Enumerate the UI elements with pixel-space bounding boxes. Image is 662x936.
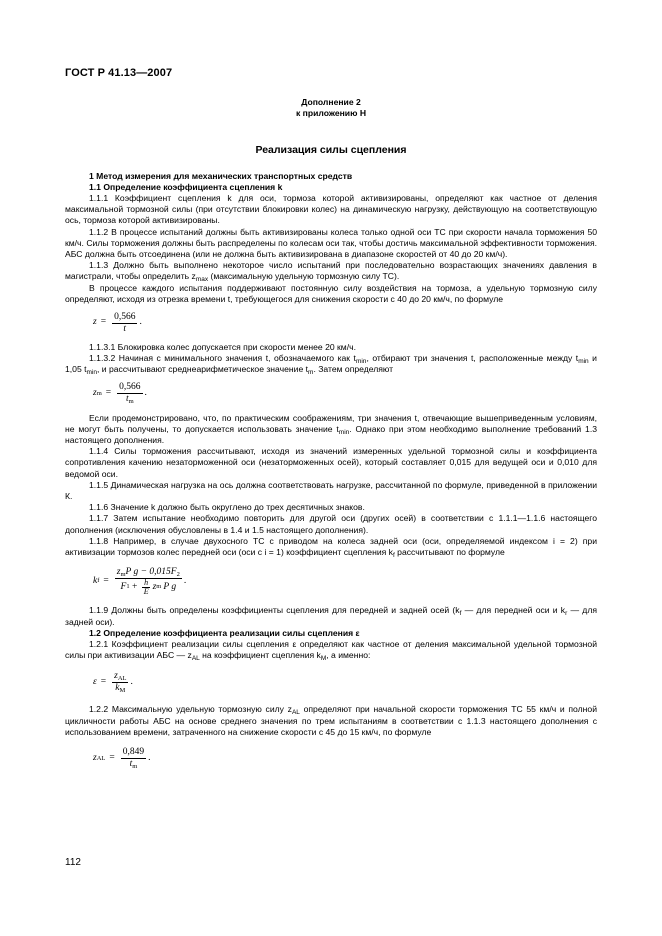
paragraph-1-1-3-2-b: Если продемонстрировано, что, по практическим соображениям, три значения t, отвечающие вышеприведенным условиям, не могут быть получены, то допускается использовать значение $t_{min}$. Однако при этом необходимо выполнение требований 1.3 настоящего дополнения. bbox=[65, 412, 597, 446]
appendix-label: Дополнение 2 bbox=[301, 97, 361, 107]
formula-zal: z AL = $\frac{0,849}{t_m}$ . bbox=[93, 747, 151, 771]
paragraph-1-1-4: 1.1.4 Силы торможения рассчитывают, исходя из значений измеренных удельной тормозной силы и коэффициента сопротивления качению незаторможенной оси (незаторможенных осей), который составляет 0,015 для ведущей оси и 0,010 для ведомой оси. bbox=[65, 446, 597, 479]
paragraph-1-1-1: 1.1.1 Коэффициент сцепления k для оси, тормоза которой активизированы, определяют как частное от деления максимальной тормозной силы (при отсутствии блокировки колес) на динамическую нагрузку, действующую на соответствующую ось, тормоза которой активизированы. bbox=[65, 193, 597, 226]
page-number: 112 bbox=[65, 857, 81, 868]
heading-1-2: 1.2 Определение коэффициента реализации силы сцепления ε bbox=[89, 627, 360, 638]
appendix-reference: к приложению Н bbox=[295, 108, 367, 119]
formula-kf: k f = $z_mP$ $g - 0,015F_2$ F 1 + $\frac{h}{E}$ z m P g . bbox=[93, 566, 187, 596]
heading-1-1: 1.1 Определение коэффициента сцепления k bbox=[89, 181, 283, 192]
paragraph-1-1-3: 1.1.3 Должно быть выполнено некоторое число испытаний при последовательно возрастающих значениях давления в магистрали, чтобы определить $z_{max}$ (максимальную удельную тормозную силу ТС). bbox=[65, 260, 597, 284]
standard-header: ГОСТ Р 41.13—2007 bbox=[65, 67, 173, 79]
formula-z: z = $\frac{0,566}{t}$ . bbox=[93, 311, 142, 334]
paragraph-1-1-8: 1.1.8 Например, в случае двухосного ТС с приводом на колеса задней оси (оси, определяемой индексом i = 2) при активизации тормозов колес передней оси (оси с i = 1) коэффициент сцепления $k_f$ рассчитывают по формуле bbox=[65, 535, 597, 560]
paragraph-1-1-3-1: 1.1.3.1 Блокировка колес допускается при скорости менее 20 км/ч. bbox=[89, 342, 356, 353]
paragraph-1-1-3-b: В процессе каждого испытания поддерживают постоянную силу воздействия на тормоза, а удельную тормозную силу определяют, исходя из отрезка времени t, требующегося для снижения скорости с 40 до 20 км/ч, по формуле bbox=[65, 282, 597, 304]
paragraph-1-1-6: 1.1.6 Значение k должно быть округлено до трех десятичных знаков. bbox=[89, 502, 365, 513]
paragraph-1-1-3-2: 1.1.3.2 Начиная с минимального значения t, обозначаемого как $t_{min}$, отбирают три значения t, расположенные между $t_{min}$ и 1,05 $t_{min}$, и рассчитывают среднеарифметическое значение $t_m$. Затем определяют bbox=[65, 353, 597, 377]
document-body bbox=[65, 97, 597, 778]
heading-1: 1 Метод измерения для механических транспортных средств bbox=[89, 170, 353, 181]
paragraph-1-1-2: 1.1.2 В процессе испытаний должны быть активизированы колеса только одной оси ТС при скорости начала торможения 50 км/ч. Силы торможения должны быть распределены по колесам оси так, чтобы достичь максимальной эффективности торможения. АБС должна быть отсоединена (или не должна быть активизирована в диапазоне скоростей от 40 до 20 км/ч). bbox=[65, 226, 597, 260]
paragraph-1-2-2: 1.2.2 Максимальную удельную тормозную силу $z_{AL}$ определяют при начальной скорости торможения ТС 55 км/ч и полной цикличности работы АБС на основе среднего значения по трем испытаниям в соответствии с 1.1.3 настоящего дополнения с использованием времени, затраченного на снижение скорости с 45 до 15 км/ч, по формуле bbox=[65, 704, 597, 737]
paragraph-1-1-7: 1.1.7 Затем испытание необходимо повторить для другой оси (других осей) в соответствии с 1.1.1—1.1.6 настоящего дополнения (исключения обусловлены в 1.4 и 1.5 настоящего дополнения). bbox=[65, 513, 597, 535]
section-title: Реализация силы сцепления bbox=[255, 144, 407, 157]
formula-zm: z m = $\frac{0,566}{t_m}$ . bbox=[93, 382, 147, 406]
formula-epsilon: ε = $\frac{z_{AL}}{k_M}$ . bbox=[93, 670, 133, 694]
paragraph-1-1-5: 1.1.5 Динамическая нагрузка на ось должна соответствовать нагрузке, рассчитанной по формуле, приведенной в приложении К. bbox=[65, 479, 597, 502]
paragraph-1-1-9: 1.1.9 Должны быть определены коэффициенты сцепления для передней и задней осей ($k_f$ — для передней оси и $k_r$ — для задней оси). bbox=[65, 605, 597, 627]
paragraph-1-2-1: 1.2.1 Коэффициент реализации силы сцепления ε определяют как частное от деления максимальной удельной тормозной силы при активизации АБС — $z_{AL}$ на коэффициент сцепления $k_M$, а именно: bbox=[65, 638, 597, 663]
